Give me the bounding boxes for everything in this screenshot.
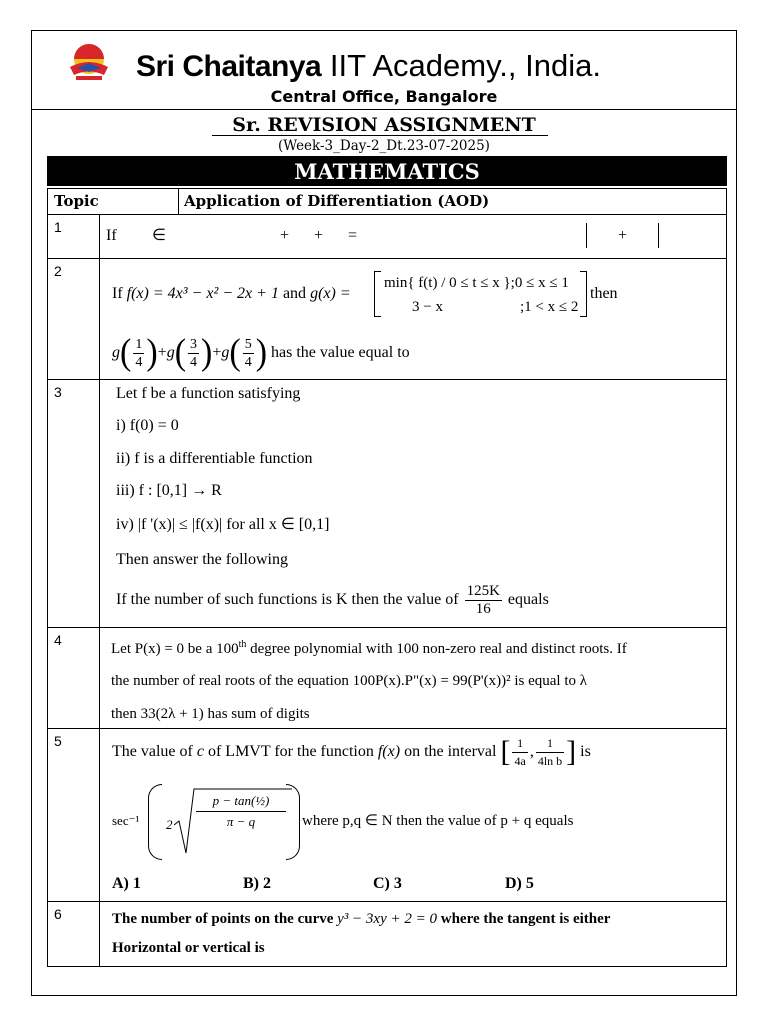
question-body [100,380,726,627]
q5-paren-right [286,784,300,860]
q1-plus1: + [280,227,290,244]
q5-radicand: p − tan(½) π − q [196,791,286,832]
question-number: 5 [48,729,100,901]
q5-option-d: D) 5 [505,875,534,892]
institute-logo [64,41,114,83]
question-1 [47,215,727,259]
question-body [100,729,726,901]
question-5 [47,729,727,902]
question-body [100,902,726,966]
question-6 [47,902,727,967]
assignment-title: Sr. REVISION ASSIGNMENT [232,114,536,136]
q5-sec: sec⁻¹ [112,813,140,828]
q4-line1: Let P(x) = 0 be a 100th degree polynomial with 100 non-zero real and distinct roots. If [111,639,627,657]
q3-then: Then answer the following [116,551,288,568]
question-number: 6 [48,902,100,966]
q1-equals: = [348,227,358,244]
q3-last: If the number of such functions is K then the value of $\frac{125K}{16}$ equals [116,582,549,617]
question-body [100,628,726,728]
q3-cond2: ii) f is a differentiable function [116,450,313,467]
q2-case2a: 3 − x [412,299,443,315]
question-number: 2 [48,259,100,379]
q1-in: ∈ [152,227,166,244]
topic-label: Topic [48,189,179,214]
header-divider [31,109,737,110]
question-number: 4 [48,628,100,728]
topic-row [47,188,727,215]
question-number: 1 [48,215,100,258]
q1-plus2: + [314,227,324,244]
q5-option-a: A) 1 [112,875,141,892]
q1-abs-bar-left [586,223,587,248]
q5-line2: where p,q ∈ N then the value of p + q equals [302,813,574,829]
question-4 [47,628,727,729]
q3-cond1: i) f(0) = 0 [116,417,179,434]
q2-line1: If f(x) = 4x³ − x² − 2x + 1 and g(x) = [112,285,351,302]
q5-option-b: B) 2 [243,875,271,892]
q1-plus3: + [618,227,628,244]
q3-cond4: iv) |f '(x)| ≤ |f(x)| for all x ∈ [0,1] [116,516,330,533]
q3-intro: Let f be a function satisfying [116,385,301,402]
q2-case-bracket [374,271,381,317]
q2-line2: g( $\frac{1}{4}$ )+g( $\frac{3}{4}$ )+g( $\frac{5}{4}$ ) has the value equal to [112,332,410,374]
institute-name: Sri Chaitanya IIT Academy., India. [136,48,601,83]
q5-option-c: C) 3 [373,875,402,892]
q3-cond3: iii) f : [0,1] → R [116,482,222,499]
subject-title: MATHEMATICS [294,159,480,184]
week-date: (Week-3_Day-2_Dt.23-07-2025) [278,138,490,154]
q5-line1: The value of c of LMVT for the function f(x) on the interval [ $\frac{1}{4a}$ , $\frac{1}{\text{4ln b}}$ ] is [112,735,591,769]
q1-if: If [106,227,117,244]
q2-case-bracket-close [580,271,587,317]
q5-two: 2 [166,817,173,832]
q1-abs-bar-right [658,223,659,248]
office-location: Central Office, Bangalore [270,87,498,106]
question-body [100,259,726,379]
question-2 [47,259,727,380]
q6-line2: Horizontal or vertical is [112,940,265,956]
q2-case1: min{ f(t) / 0 ≤ t ≤ x };0 ≤ x ≤ 1 [384,275,569,291]
question-number: 3 [48,380,100,627]
question-3 [47,380,727,628]
q5-paren-left [148,784,162,860]
q2-then: then [590,285,618,302]
q4-line3: then 33(2λ + 1) has sum of digits [111,706,310,722]
subject-bar [47,156,727,188]
q4-line2: the number of real roots of the equation 100P(x).P"(x) = 99(P'(x))² is equal to λ [111,673,588,689]
q6-line1: The number of points on the curve y³ − 3xy + 2 = 0 where the tangent is either [112,911,611,927]
q2-case2b: ;1 < x ≤ 2 [520,299,579,315]
question-body [100,215,726,258]
topic-value: Application of Differentiation (AOD) [184,192,490,210]
assignment-underline [212,135,548,136]
